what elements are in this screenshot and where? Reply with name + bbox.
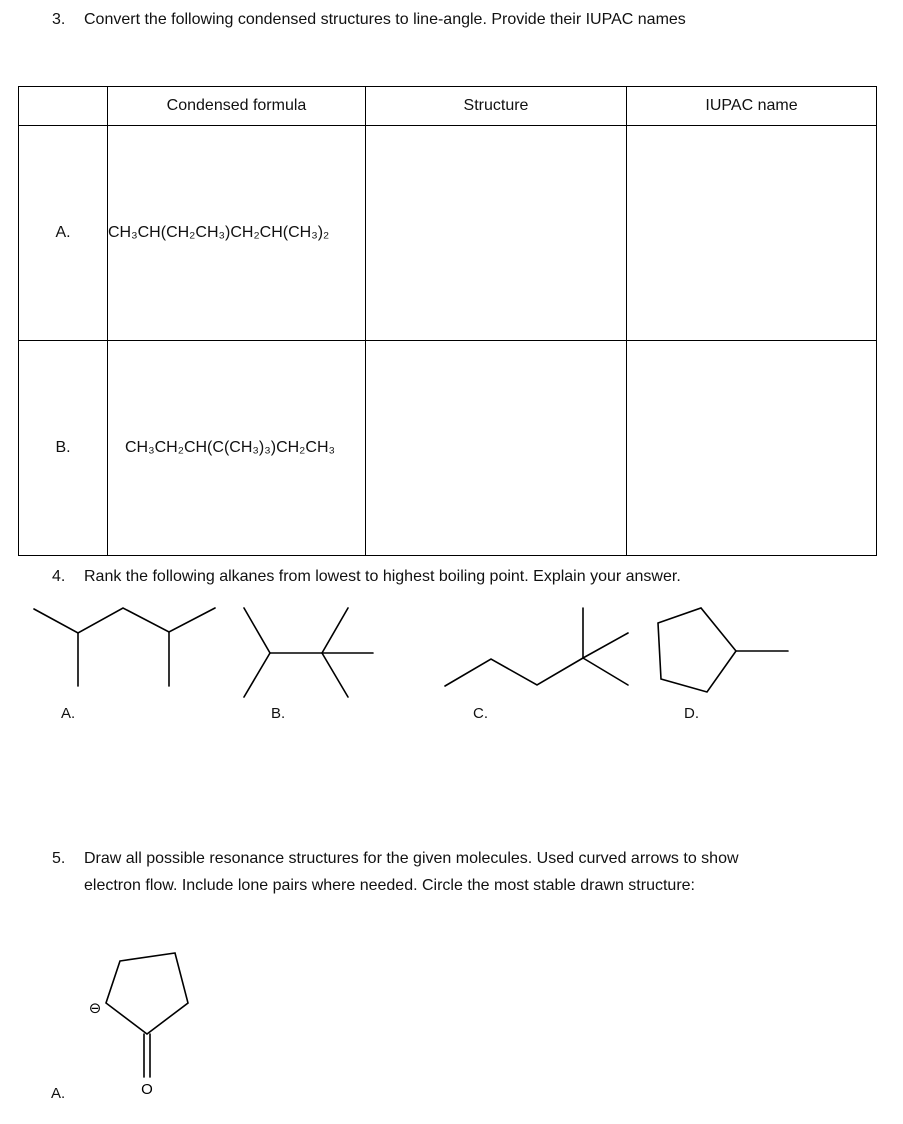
oxygen-atom: O: [141, 1081, 153, 1098]
molecule-label: A.: [51, 1085, 66, 1102]
question-text: Draw all possible resonance structures for the given molecules. Used curved arrows to show: [84, 850, 739, 867]
condensed-formula: CH₃CH₂CH(C(CH₃)₃)CH₂CH₃: [108, 341, 366, 556]
table-row: [19, 126, 877, 341]
molecule-label: B.: [271, 705, 286, 722]
question-text: Convert the following condensed structures to line-angle. Provide their IUPAC names: [84, 11, 686, 28]
table-row: [19, 341, 877, 556]
structure-answer-cell[interactable]: [366, 341, 627, 556]
conversion-table: [18, 86, 877, 556]
table-header-cell: [19, 87, 108, 126]
molecule-label: A.: [61, 705, 76, 722]
question-number: 3.: [52, 11, 66, 28]
row-label: B.: [19, 341, 108, 556]
question-number: 4.: [52, 568, 66, 585]
molecule-label: D.: [684, 705, 699, 722]
iupac-answer-cell[interactable]: [627, 126, 877, 341]
table-header-cell: IUPAC name: [627, 87, 877, 126]
cyclopentanone-enolate: [60, 945, 260, 1105]
condensed-formula: CH₃CH(CH₂CH₃)CH₂CH(CH₃)₂: [108, 126, 366, 341]
alkane-structures: [0, 600, 903, 720]
question-text: Rank the following alkanes from lowest to highest boiling point. Explain your answer.: [84, 568, 681, 585]
row-label: A.: [19, 126, 108, 341]
structure-answer-cell[interactable]: [366, 126, 627, 341]
molecule-d: [658, 608, 788, 692]
iupac-answer-cell[interactable]: [627, 341, 877, 556]
question-number: 5.: [52, 850, 66, 867]
molecule-a: [34, 608, 215, 633]
table-header-cell: Condensed formula: [108, 87, 366, 126]
question-text: electron flow. Include lone pairs where needed. Circle the most stable drawn structure:: [84, 877, 695, 894]
molecule-b: [244, 608, 373, 697]
negative-charge: ⊖: [88, 999, 102, 1017]
molecule-c: [445, 608, 628, 686]
table-header-row: [19, 87, 877, 126]
table-header-cell: Structure: [366, 87, 627, 126]
molecule-label: C.: [473, 705, 488, 722]
